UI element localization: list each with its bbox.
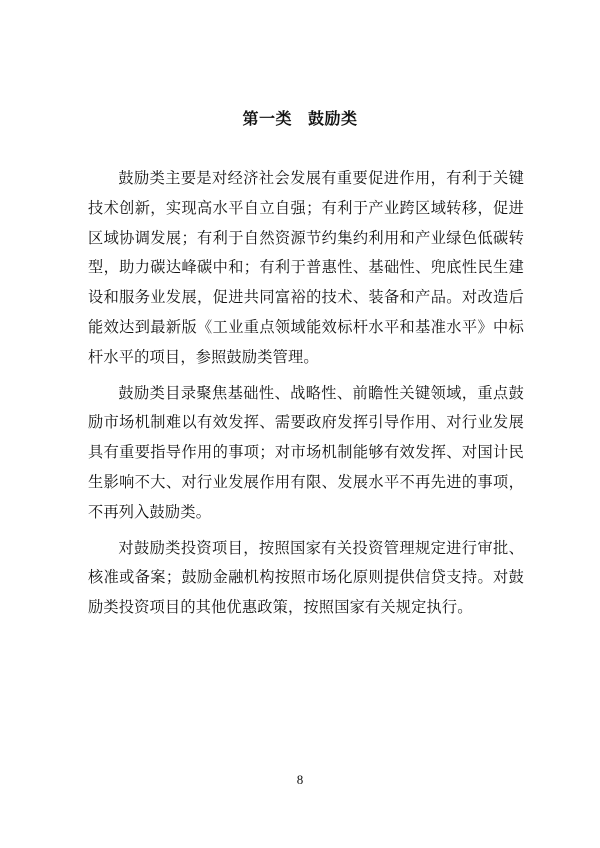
paragraph-3: 对鼓励类投资项目，按照国家有关投资管理规定进行审批、核准或备案；鼓励金融机构按照市场化原则提供信贷支持。对鼓励类投资项目的其他优惠政策，按照国家有关规定执行。 [88, 538, 524, 617]
page-number: 8 [296, 772, 304, 787]
section-title: 鼓励类 [308, 109, 358, 128]
body-text [88, 164, 524, 629]
paragraph-2: 鼓励类目录聚焦基础性、战略性、前瞻性关键领域，重点鼓励市场机制难以有效发挥、需要政府发挥引导作用、对行业发展具有重要指导作用的事项；对市场机制能够有效发挥、对国计民生影响不大、对行业发展作用有限、发展水平不再先进的事项，不再列入鼓励类。 [88, 383, 524, 521]
paragraph-1: 鼓励类主要是对经济社会发展有重要促进作用，有利于关键技术创新，实现高水平自立自强；有利于产业跨区域转移，促进区域协调发展；有利于自然资源节约集约利用和产业绿色低碳转型，助力碳达峰碳中和；有利于普惠性、基础性、兜底性民生建设和服务业发展，促进共同富裕的技术、装备和产品。对改造后能效达到最新版《工业重点领域能效标杆水平和基准水平》中标杆水平的项目，参照鼓励类管理。 [88, 169, 524, 366]
section-heading [0, 106, 600, 129]
section-category: 第一类 [242, 109, 292, 128]
